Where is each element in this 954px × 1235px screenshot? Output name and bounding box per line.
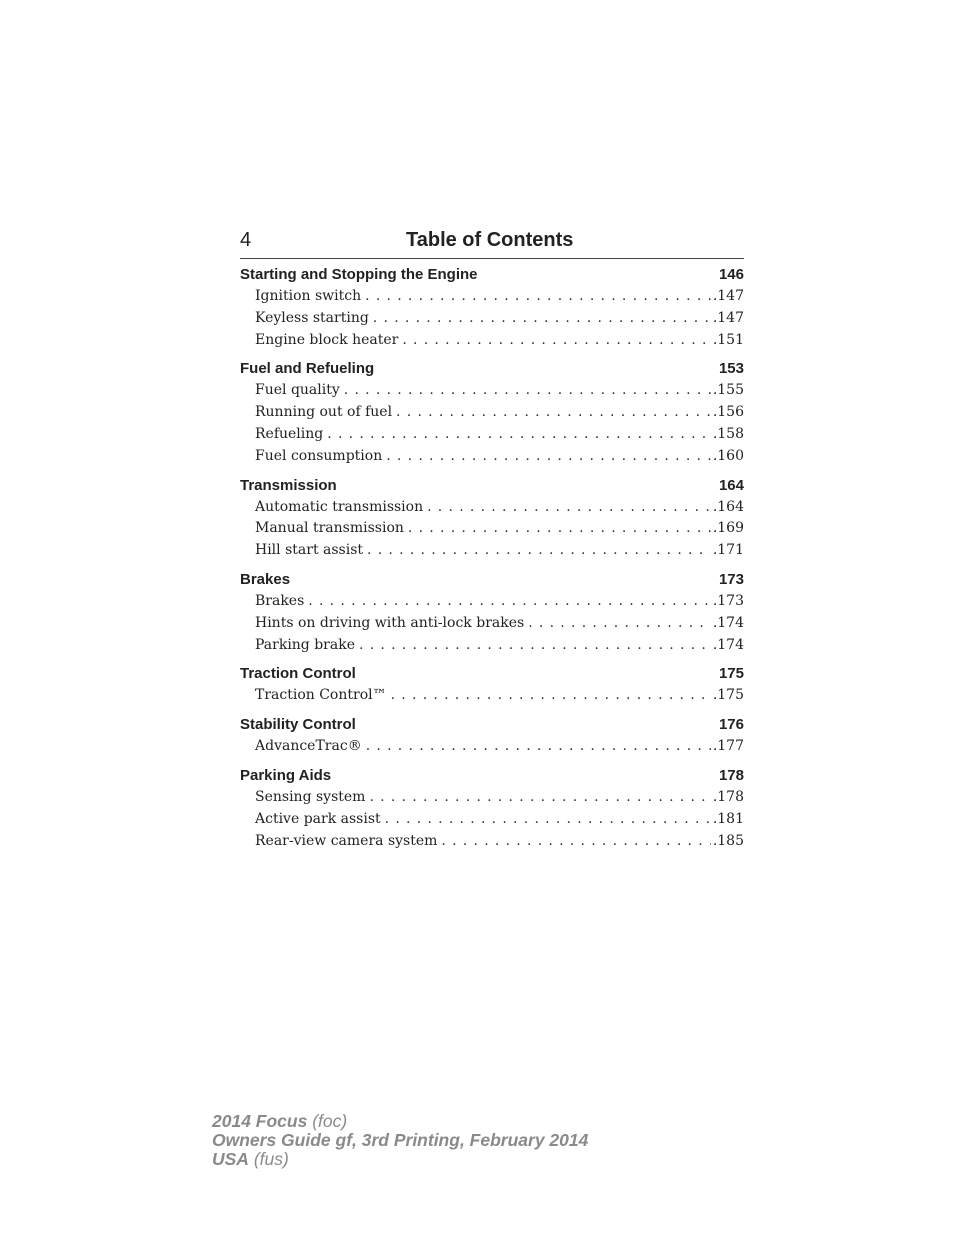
- toc-entry[interactable]: [255, 685, 744, 707]
- toc-section: [240, 663, 744, 707]
- section-page: 175: [718, 665, 744, 683]
- toc-sections: [240, 264, 744, 852]
- entry-page: .151: [711, 330, 744, 352]
- entry-page: .174: [711, 635, 744, 657]
- entry-page: .169: [711, 518, 744, 540]
- entry-label: Fuel quality: [255, 380, 344, 402]
- section-page: 153: [718, 360, 744, 378]
- toc-entry[interactable]: [255, 787, 744, 809]
- section-title: Traction Control: [240, 665, 356, 683]
- dot-leader: [391, 685, 711, 707]
- section-heading[interactable]: [240, 765, 744, 787]
- entry-label: Running out of fuel: [255, 402, 396, 424]
- entry-page: .156: [711, 402, 744, 424]
- dot-leader: [385, 809, 711, 831]
- toc-entry[interactable]: [255, 308, 744, 330]
- section-page: 178: [718, 766, 744, 784]
- section-title: Brakes: [240, 570, 291, 588]
- footer-line-3: USA (fus): [212, 1149, 289, 1169]
- entry-page: .171: [711, 540, 744, 562]
- entry-label: Traction Control™: [255, 685, 391, 707]
- toc-entry[interactable]: [255, 424, 744, 446]
- entry-label: Brakes: [255, 591, 308, 613]
- footer: [212, 1112, 588, 1169]
- toc-entry[interactable]: [255, 809, 744, 831]
- toc-entry[interactable]: [255, 497, 744, 519]
- toc-section: [240, 475, 744, 562]
- footer-line-1: 2014 Focus (foc): [212, 1111, 348, 1131]
- entry-label: Keyless starting: [255, 308, 373, 330]
- dot-leader: [396, 402, 711, 424]
- entry-page: .181: [711, 809, 744, 831]
- section-title: Stability Control: [240, 716, 356, 734]
- entry-page: .147: [711, 286, 744, 308]
- page-number: 4: [240, 229, 252, 251]
- section-title: Starting and Stopping the Engine: [240, 266, 478, 283]
- entry-label: Automatic transmission: [255, 497, 427, 519]
- section-heading[interactable]: [240, 569, 744, 591]
- toc-entry[interactable]: [255, 613, 744, 635]
- section-page: 164: [718, 476, 744, 494]
- entry-page: .158: [711, 424, 744, 446]
- entry-page: .177: [711, 736, 744, 758]
- dot-leader: [308, 591, 711, 613]
- toc-page: [240, 229, 744, 859]
- entry-label: Rear-view camera system: [255, 831, 441, 853]
- entry-page: .178: [711, 787, 744, 809]
- footer-line-2: Owners Guide gf, 3rd Printing, February 2014: [212, 1130, 589, 1150]
- dot-leader: [366, 736, 711, 758]
- entry-label: Hill start assist: [255, 540, 367, 562]
- entry-page: .160: [711, 446, 744, 468]
- dot-leader: [327, 424, 711, 446]
- toc-entry[interactable]: [255, 380, 744, 402]
- entry-label: Active park assist: [255, 809, 385, 831]
- toc-section: [240, 714, 744, 758]
- toc-entry[interactable]: [255, 518, 744, 540]
- entry-label: AdvanceTrac®: [255, 736, 366, 758]
- entry-label: Fuel consumption: [255, 446, 386, 468]
- page-title: Table of Contents: [406, 229, 574, 251]
- entry-page: .174: [711, 613, 744, 635]
- section-heading[interactable]: [240, 475, 744, 497]
- section-title: Transmission: [240, 476, 337, 494]
- dot-leader: [373, 308, 711, 330]
- toc-section: [240, 264, 744, 351]
- section-title: Parking Aids: [240, 766, 332, 784]
- section-heading[interactable]: [240, 714, 744, 736]
- entry-label: Sensing system: [255, 787, 369, 809]
- toc-entry[interactable]: [255, 330, 744, 352]
- dot-leader: [427, 497, 711, 519]
- dot-leader: [367, 540, 711, 562]
- toc-entry[interactable]: [255, 446, 744, 468]
- entry-page: .173: [711, 591, 744, 613]
- section-page: 173: [718, 570, 744, 588]
- entry-page: .175: [711, 685, 744, 707]
- toc-entry[interactable]: [255, 540, 744, 562]
- toc-entry[interactable]: [255, 831, 744, 853]
- toc-entry[interactable]: [255, 402, 744, 424]
- entry-page: .164: [711, 497, 744, 519]
- entry-page: .147: [711, 308, 744, 330]
- dot-leader: [386, 446, 711, 468]
- dot-leader: [359, 635, 711, 657]
- dot-leader: [408, 518, 711, 540]
- section-heading[interactable]: [240, 264, 744, 286]
- section-page: 176: [718, 716, 744, 734]
- entry-label: Manual transmission: [255, 518, 408, 540]
- entry-page: .185: [711, 831, 744, 853]
- toc-section: [240, 358, 744, 467]
- entry-label: Engine block heater: [255, 330, 402, 352]
- dot-leader: [344, 380, 711, 402]
- dot-leader: [402, 330, 711, 352]
- section-heading[interactable]: [240, 663, 744, 685]
- toc-section: [240, 765, 744, 852]
- section-title: Fuel and Refueling: [240, 360, 375, 378]
- dot-leader: [369, 787, 710, 809]
- entry-label: Ignition switch: [255, 286, 365, 308]
- dot-leader: [441, 831, 710, 853]
- entry-label: Hints on driving with anti-lock brakes: [255, 613, 528, 635]
- page-header: [240, 229, 744, 259]
- toc-section: [240, 569, 744, 656]
- dot-leader: [528, 613, 711, 635]
- toc-entry[interactable]: [255, 286, 744, 308]
- dot-leader: [365, 286, 711, 308]
- toc-entry[interactable]: [255, 591, 744, 613]
- entry-page: .155: [711, 380, 744, 402]
- toc-entry[interactable]: [255, 635, 744, 657]
- section-page: 146: [718, 266, 744, 283]
- section-heading[interactable]: [240, 358, 744, 380]
- toc-entry[interactable]: [255, 736, 744, 758]
- entry-label: Refueling: [255, 424, 327, 446]
- entry-label: Parking brake: [255, 635, 359, 657]
